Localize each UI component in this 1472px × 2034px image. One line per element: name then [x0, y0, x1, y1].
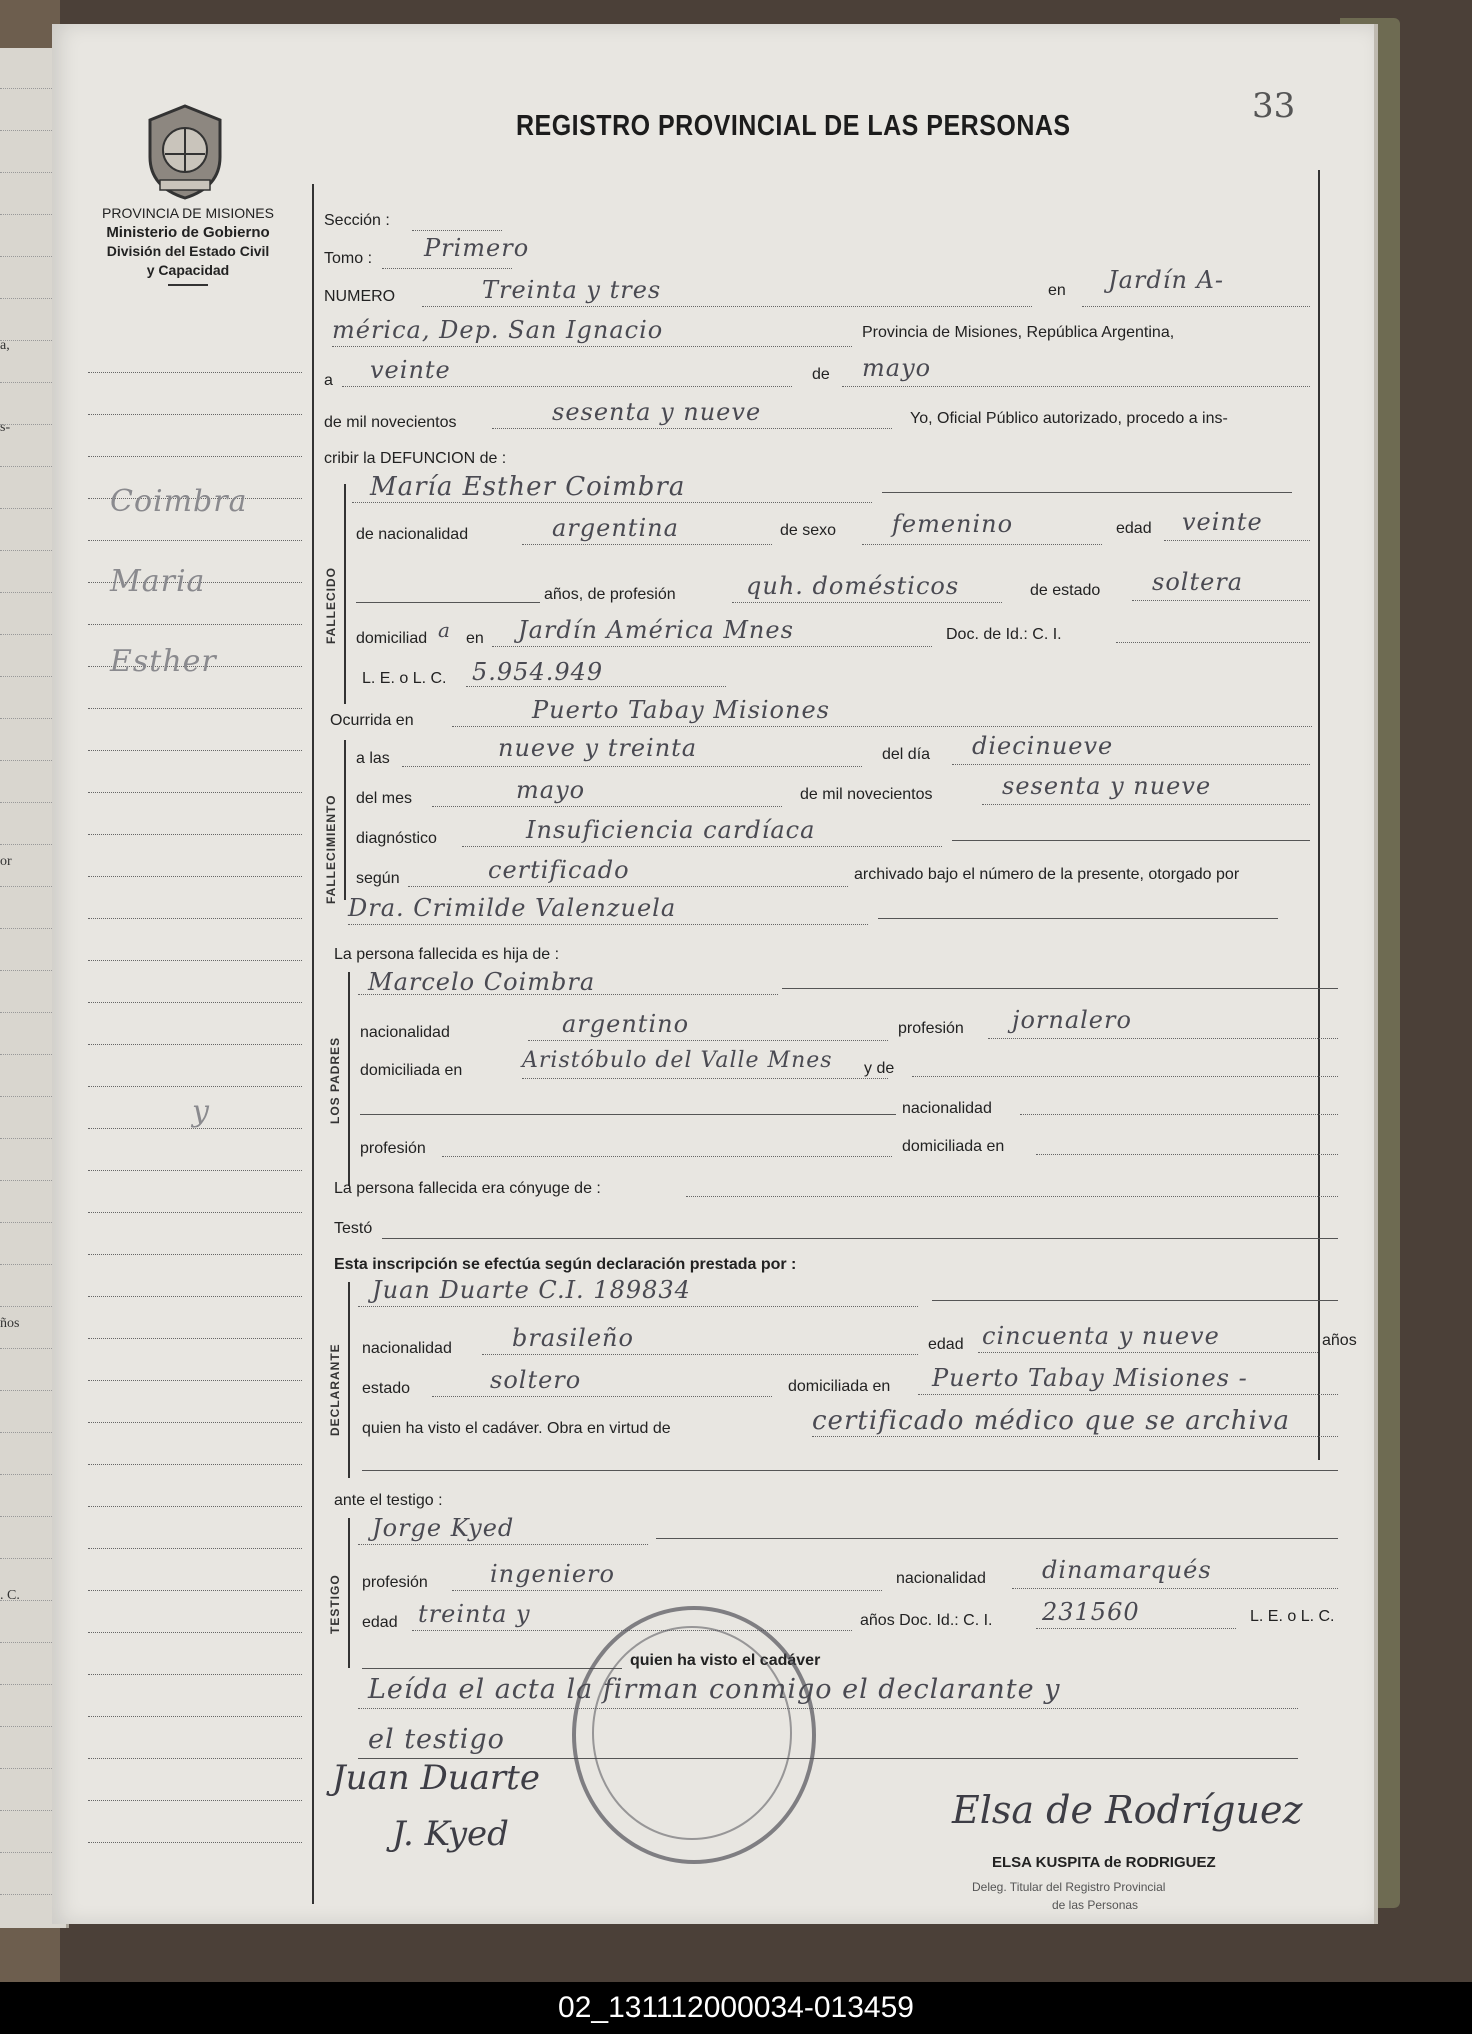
org-line-division: División del Estado Civil — [106, 243, 270, 259]
prev-page-fragment: . C. — [0, 1588, 20, 1603]
prev-page-ruled-line — [0, 1516, 60, 1517]
prev-page-ruled-line — [0, 718, 60, 719]
madre-dom-line — [1036, 1154, 1338, 1155]
prev-page-ruled-line — [0, 1642, 60, 1643]
prev-page-ruled-line — [0, 1810, 60, 1811]
hora-line — [402, 766, 862, 767]
testo-label: Testó — [334, 1220, 373, 1237]
issuing-authority — [68, 204, 308, 286]
obra-cont-line — [362, 1470, 1338, 1471]
obra-value: certificado médico que se archiva — [812, 1406, 1290, 1436]
nacionalidad-value: argentina — [552, 514, 679, 542]
dia-fallec-line — [952, 764, 1310, 765]
prev-page-ruled-line — [0, 592, 60, 593]
margin-ruled-line — [88, 1296, 302, 1297]
testigo-nombre: Jorge Kyed — [372, 1514, 515, 1542]
padre-profesion-value: jornalero — [1012, 1006, 1132, 1034]
declarante-signature: Juan Duarte — [332, 1758, 540, 1798]
diagnostico-label: diagnóstico — [356, 830, 437, 847]
profesion-value: quh. domésticos — [746, 572, 960, 600]
side-label-fallecido: FALLECIDO — [324, 567, 338, 644]
anio-line — [492, 428, 892, 429]
prev-page-ruled-line — [0, 1096, 60, 1097]
org-line-ministry: Ministerio de Gobierno — [106, 224, 270, 241]
padre-nacionalidad-label: nacionalidad — [360, 1024, 450, 1041]
estado-label: de estado — [1030, 582, 1101, 599]
decl-nacionalidad-label: nacionalidad — [362, 1340, 452, 1357]
madre-prof-line — [442, 1156, 892, 1157]
nombre-line-ext — [882, 492, 1292, 493]
sexo-value: femenino — [892, 510, 1014, 538]
fallecido-nombre: María Esther Coimbra — [370, 472, 686, 502]
otorgado-line — [348, 924, 868, 925]
hija-de-label: La persona fallecida es hija de : — [334, 946, 560, 963]
numero-value: Treinta y tres — [482, 276, 662, 304]
conyuge-line — [686, 1196, 1338, 1197]
page-title: REGISTRO PROVINCIAL DE LAS PERSONAS — [516, 109, 1071, 143]
madre-dom-label: domiciliada en — [902, 1138, 1005, 1155]
edad-label: edad — [1116, 520, 1152, 537]
prev-page-ruled-line — [0, 676, 60, 677]
prev-page-ruled-line — [0, 172, 60, 173]
estado-value: soltera — [1152, 568, 1244, 596]
closing-text-line1: Leída el acta la firman conmigo el declarante y — [368, 1674, 1061, 1705]
decl-dom-label: domiciliada en — [788, 1378, 891, 1395]
margin-ruled-line — [88, 1800, 302, 1801]
numero-line — [422, 306, 1032, 307]
prev-page-ruled-line — [0, 1138, 60, 1139]
segun-label: según — [356, 870, 400, 887]
margin-ruled-line — [88, 372, 302, 373]
official-signature: Elsa de Rodríguez — [952, 1788, 1303, 1832]
ocurrida-value: Puerto Tabay Misiones — [532, 696, 830, 724]
decl-edad-value: cincuenta y nueve — [982, 1322, 1220, 1350]
archivado-label: archivado bajo el número de la presente, otorgado por — [854, 866, 1240, 883]
a-las-label: a las — [356, 750, 390, 767]
sexo-line — [862, 544, 1102, 545]
nombre-line — [352, 502, 872, 503]
prev-page-ruled-line — [0, 634, 60, 635]
officer-title-cont: de las Personas — [1052, 1898, 1139, 1912]
prev-page-ruled-line — [0, 1348, 60, 1349]
tomo-value: Primero — [424, 234, 530, 262]
dia-fallec-value: diecinueve — [972, 732, 1114, 760]
testigo-line-ext — [656, 1538, 1338, 1539]
madre-nacionalidad-label: nacionalidad — [902, 1100, 992, 1117]
header-divider — [168, 284, 208, 286]
sexo-label: de sexo — [780, 522, 837, 539]
test-profesion-label: profesión — [362, 1574, 428, 1591]
margin-ruled-line — [88, 1716, 302, 1717]
otorgado-line-ext — [878, 918, 1278, 919]
prev-page-ruled-line — [0, 1894, 60, 1895]
en-place-value-cont: mérica, Dep. San Ignacio — [332, 316, 664, 344]
margin-name2: Esther — [110, 644, 217, 679]
margin-ruled-line — [88, 1338, 302, 1339]
quien-visto-label: quien ha visto el cadáver. Obra en virtud de — [362, 1420, 671, 1437]
decl-estado-value: soltero — [490, 1366, 582, 1394]
margin-ruled-line — [88, 1254, 302, 1255]
right-border — [1318, 170, 1320, 1460]
le-lc-value: 5.954.949 — [472, 658, 604, 686]
edad-cont-line — [356, 602, 540, 603]
test-ci-line — [1036, 1628, 1236, 1629]
prev-page-ruled-line — [0, 928, 60, 929]
prev-page-ruled-line — [0, 382, 60, 383]
closing-text-line2: el testigo — [368, 1724, 505, 1755]
nacionalidad-line — [522, 544, 772, 545]
testigo-signature: J. Kyed — [392, 1814, 509, 1854]
del-mes-label: del mes — [356, 790, 413, 807]
le-lc-line — [466, 686, 726, 687]
margin-conjunction: y — [192, 1094, 210, 1129]
mes-fallec-value: mayo — [516, 776, 586, 804]
prev-page-ruled-line — [0, 1852, 60, 1853]
prev-page-ruled-line — [0, 886, 60, 887]
margin-ruled-line — [88, 1674, 302, 1675]
a-label: a — [324, 372, 333, 389]
margin-ruled-line — [88, 1632, 302, 1633]
declarante-line — [358, 1306, 918, 1307]
padre-profesion-label: profesión — [898, 1020, 964, 1037]
page-number: 33 — [1252, 86, 1296, 126]
prev-page-ruled-line — [0, 1768, 60, 1769]
margin-ruled-line — [88, 960, 302, 961]
padre-line — [358, 994, 778, 995]
prev-page-ruled-line — [0, 1726, 60, 1727]
prev-page-ruled-line — [0, 508, 60, 509]
prev-page-ruled-line — [0, 1390, 60, 1391]
margin-ruled-line — [88, 1590, 302, 1591]
madre-line — [912, 1076, 1338, 1077]
margin-ruled-line — [88, 414, 302, 415]
testo-line — [382, 1238, 1338, 1239]
margin-ruled-line — [88, 834, 302, 835]
margin-ruled-line — [88, 1464, 302, 1465]
declarante-nombre: Juan Duarte C.I. 189834 — [372, 1276, 691, 1304]
prev-page-ruled-line — [0, 1054, 60, 1055]
margin-ruled-line — [88, 1212, 302, 1213]
test-profesion-value: ingeniero — [490, 1560, 615, 1588]
officer-name: ELSA KUSPITA de RODRIGUEZ — [992, 1854, 1216, 1871]
margin-ruled-line — [88, 540, 302, 541]
decl-nac-line — [482, 1354, 918, 1355]
fallecido-bracket — [344, 484, 346, 704]
numero-label: NUMERO — [324, 288, 396, 305]
margin-name: Maria — [110, 564, 206, 599]
margin-ruled-line — [88, 1842, 302, 1843]
en-line — [1082, 306, 1310, 307]
anio-fallec-line — [982, 804, 1310, 805]
madre-profesion-label: profesión — [360, 1140, 426, 1157]
en-place-value: Jardín A- — [1108, 266, 1224, 294]
obra-line — [812, 1436, 1338, 1437]
prev-page-ruled-line — [0, 760, 60, 761]
dia-line — [342, 386, 792, 387]
margin-ruled-line — [88, 1422, 302, 1423]
official-seal-inner — [592, 1626, 792, 1840]
prev-page-ruled-line — [0, 550, 60, 551]
tomo-label: Tomo : — [324, 250, 373, 267]
en-dom-label: en — [466, 630, 484, 647]
prev-page-ruled-line — [0, 340, 60, 341]
ante-testigo-label: ante el testigo : — [334, 1492, 443, 1509]
y-de-label: y de — [864, 1060, 895, 1077]
margin-ruled-line — [88, 1758, 302, 1759]
de-mil-label: de mil novecientos — [324, 414, 457, 431]
prev-page-ruled-line — [0, 1306, 60, 1307]
margin-ruled-line — [88, 1548, 302, 1549]
prev-page-ruled-line — [0, 214, 60, 215]
test-nacionalidad-label: nacionalidad — [896, 1570, 986, 1587]
padre-line-ext — [782, 988, 1338, 989]
test-edad-value: treinta y — [418, 1600, 531, 1628]
prev-page-ruled-line — [0, 424, 60, 425]
margin-ruled-line — [88, 750, 302, 751]
profesion-line — [732, 602, 1002, 603]
domiciliad-suffix: a — [438, 618, 451, 642]
decl-dom-line — [918, 1394, 1338, 1395]
ocurrida-label: Ocurrida en — [330, 712, 414, 729]
coat-of-arms-icon — [140, 102, 230, 202]
domiciliad-label: domiciliad — [356, 630, 428, 647]
yo-oficial-label: Yo, Oficial Público autorizado, procedo a ins- — [910, 410, 1228, 427]
test-nacionalidad-value: dinamarqués — [1042, 1556, 1212, 1584]
org-line-province: PROVINCIA DE MISIONES — [102, 205, 274, 221]
place-line — [332, 346, 852, 347]
side-label-padres: LOS PADRES — [328, 1036, 342, 1124]
prev-page-ruled-line — [0, 1012, 60, 1013]
nacionalidad-label: de nacionalidad — [356, 526, 469, 543]
test-edad-label: edad — [362, 1614, 398, 1631]
mes-line — [842, 386, 1310, 387]
padre-prof-line — [988, 1038, 1338, 1039]
padre-nacionalidad-value: argentino — [562, 1010, 690, 1038]
prev-page-fragment: s- — [0, 420, 11, 435]
margin-ruled-line — [88, 1044, 302, 1045]
decl-estado-label: estado — [362, 1380, 411, 1397]
decl-anos-label: años — [1322, 1332, 1357, 1349]
seccion-label: Sección : — [324, 212, 390, 229]
prev-page-ruled-line — [0, 1432, 60, 1433]
profesion-label: años, de profesión — [544, 586, 676, 603]
de-mil-nov-label: de mil novecientos — [800, 786, 933, 803]
conyuge-label: La persona fallecida era cónyuge de : — [334, 1180, 601, 1197]
estado-line — [1132, 600, 1310, 601]
margin-divider — [312, 184, 314, 1904]
diagnostico-line-ext — [952, 840, 1310, 841]
test-nac-line — [1012, 1588, 1338, 1589]
prev-page-ruled-line — [0, 466, 60, 467]
margin-ruled-line — [88, 1170, 302, 1171]
otorgado-value: Dra. Crimilde Valenzuela — [348, 894, 677, 922]
prev-page-ruled-line — [0, 256, 60, 257]
padre-dom-value: Aristóbulo del Valle Mnes — [522, 1048, 833, 1073]
org-line-capacity: y Capacidad — [146, 262, 230, 278]
testigo-line — [358, 1544, 648, 1545]
prev-page-ruled-line — [0, 802, 60, 803]
diagnostico-value: Insuficiencia cardíaca — [526, 816, 816, 844]
mes-fallec-line — [432, 806, 782, 807]
doc-id-line — [1116, 642, 1310, 643]
anio-fallec-value: sesenta y nueve — [1002, 772, 1212, 800]
margin-surname: Coimbra — [110, 484, 248, 519]
padre-dom-line — [522, 1078, 888, 1079]
prev-page-ruled-line — [0, 1600, 60, 1601]
prev-page-fragment: ños — [0, 1316, 20, 1331]
dia-value: veinte — [370, 356, 451, 384]
seccion-line — [412, 230, 502, 231]
register-page — [52, 24, 1378, 1924]
domicilio-value: Jardín América Mnes — [518, 616, 794, 644]
fallecimiento-bracket — [344, 740, 346, 900]
madre-nac-line — [1020, 1114, 1338, 1115]
prev-page-ruled-line — [0, 88, 60, 89]
decl-edad-line — [978, 1352, 1318, 1353]
test-prof-line — [452, 1590, 882, 1591]
prev-page-fragment: a, — [0, 338, 10, 353]
decl-dom-value: Puerto Tabay Misiones - — [932, 1364, 1248, 1392]
prev-page-ruled-line — [0, 1558, 60, 1559]
declarante-bracket — [348, 1282, 350, 1478]
le-lc-label: L. E. o L. C. — [362, 670, 447, 687]
margin-ruled-line — [88, 624, 302, 625]
margin-ruled-line — [88, 1002, 302, 1003]
del-dia-label: del día — [882, 746, 931, 763]
side-label-testigo: TESTIGO — [328, 1574, 342, 1634]
ocurrida-line — [452, 726, 1312, 727]
margin-ruled-line — [88, 708, 302, 709]
inscripcion-label: Esta inscripción se efectúa según declaración prestada por : — [334, 1256, 797, 1273]
side-label-fallecimiento: FALLECIMIENTO — [324, 794, 338, 904]
prev-page-ruled-line — [0, 1474, 60, 1475]
tomo-line — [382, 268, 512, 269]
madre-cont-line — [360, 1114, 896, 1115]
margin-ruled-line — [88, 918, 302, 919]
prev-page-ruled-line — [0, 1180, 60, 1181]
test-anos-doc-label: años Doc. Id.: C. I. — [860, 1612, 993, 1629]
prev-page-fragment: or — [0, 854, 12, 869]
prev-page-ruled-line — [0, 130, 60, 131]
decl-nacionalidad-value: brasileño — [512, 1324, 634, 1352]
prev-page-ruled-line — [0, 1684, 60, 1685]
prev-page-ruled-line — [0, 298, 60, 299]
prev-page-ruled-line — [0, 844, 60, 845]
quien-ha-visto-line — [362, 1668, 622, 1669]
decl-edad-label: edad — [928, 1336, 964, 1353]
padre-dom-label: domiciliada en — [360, 1062, 463, 1079]
test-le-lc-label: L. E. o L. C. — [1250, 1608, 1335, 1625]
hora-value: nueve y treinta — [498, 734, 698, 762]
prev-page-ruled-line — [0, 1222, 60, 1223]
margin-ruled-line — [88, 1380, 302, 1381]
en-label: en — [1048, 282, 1066, 299]
mes-value: mayo — [862, 354, 932, 382]
closing-line1 — [358, 1708, 1298, 1709]
margin-ruled-line — [88, 1086, 302, 1087]
provincia-label: Provincia de Misiones, República Argentina, — [862, 324, 1175, 341]
margin-ruled-line — [88, 456, 302, 457]
padre-nombre: Marcelo Coimbra — [368, 968, 596, 996]
cribir-label: cribir la DEFUNCION de : — [324, 450, 507, 467]
padre-nac-line — [528, 1040, 888, 1041]
declarante-line-ext — [932, 1300, 1338, 1301]
side-label-declarante: DECLARANTE — [328, 1343, 342, 1436]
edad-value: veinte — [1182, 508, 1263, 536]
segun-value: certificado — [488, 856, 630, 884]
diagnostico-line — [462, 846, 942, 847]
segun-line — [408, 886, 848, 887]
de-label: de — [812, 366, 830, 383]
quien-ha-visto-label: quien ha visto el cadáver — [630, 1652, 821, 1669]
decl-estado-line — [432, 1396, 772, 1397]
doc-id-label: Doc. de Id.: C. I. — [946, 626, 1062, 643]
padres-bracket — [348, 972, 350, 1186]
officer-title: Deleg. Titular del Registro Provincial — [972, 1880, 1166, 1894]
edad-line — [1164, 540, 1310, 541]
anio-value: sesenta y nueve — [552, 398, 762, 426]
image-caption: 02_131112000034-013459 — [0, 1982, 1472, 2034]
domicilio-line — [492, 646, 932, 647]
margin-ruled-line — [88, 876, 302, 877]
margin-ruled-line — [88, 792, 302, 793]
test-ci-value: 231560 — [1042, 1598, 1140, 1626]
testigo-bracket — [348, 1518, 350, 1668]
margin-ruled-line — [88, 1506, 302, 1507]
prev-page-ruled-line — [0, 970, 60, 971]
prev-page-ruled-line — [0, 1264, 60, 1265]
